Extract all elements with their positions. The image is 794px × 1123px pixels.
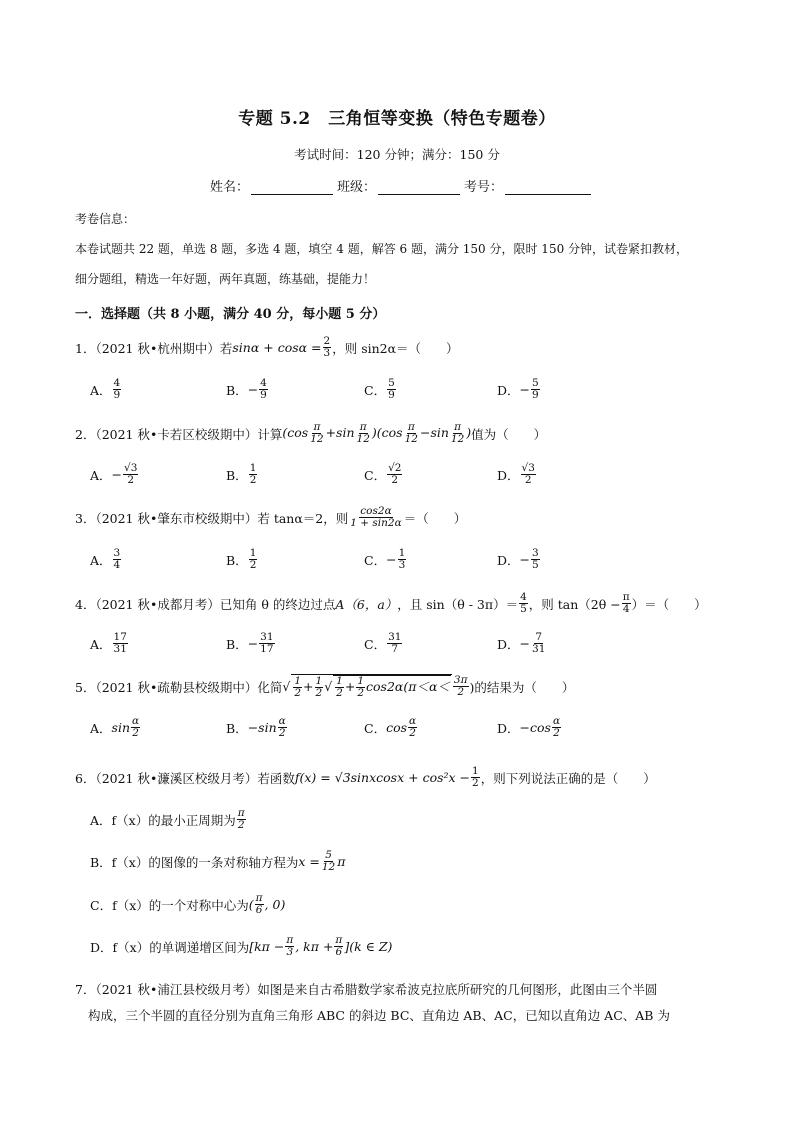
q2-prefix: 2．（2021 秋•卡若区校级期中）计算 <box>75 426 283 442</box>
class-blank[interactable] <box>378 180 460 195</box>
q1-suffix: ，则 sin2α＝（ ） <box>332 340 459 356</box>
q3-option-c[interactable]: C． − $\frac{1}{3}$ <box>364 547 406 571</box>
q3-option-d[interactable]: D． − $\frac{3}{5}$ <box>497 547 539 571</box>
q5-option-a[interactable]: A． sin $\frac{\alpha}{2}$ <box>90 715 140 739</box>
question-2-stem <box>75 422 546 445</box>
q1-option-c[interactable]: C． $\frac{5}{9}$ <box>364 377 395 401</box>
q4-prefix: 4．（2021 秋•成都月考）已知角 θ 的终边过点 <box>75 596 336 612</box>
q1-prefix: 1．（2021 秋•杭州期中）若 <box>75 340 233 356</box>
q3-fraction: $\frac{\cos 2\alpha}{1 + \sin 2\alpha}$ <box>350 505 402 529</box>
question-6-stem <box>75 766 656 789</box>
q1-fraction: $\frac{2}{3}$ <box>323 335 331 359</box>
q2-expr: (cos $\frac{\pi}{12}$ +sin $\frac{\pi}{12}$ )(cos $\frac{\pi}{12}$ −sin $\frac{\pi}{12}$ ) <box>282 421 472 445</box>
q6-fraction: $\frac{1}{2}$ <box>472 765 479 789</box>
question-4-stem <box>75 592 707 615</box>
q4-point: A（6，a） <box>335 596 398 612</box>
question-3-stem <box>75 506 466 529</box>
q4-option-c[interactable]: C． $\frac{31}{7}$ <box>364 631 402 655</box>
class-label: 班级： <box>337 180 377 195</box>
q1-option-a[interactable]: A． $\frac{4}{9}$ <box>90 377 121 401</box>
q6-option-c[interactable]: C．f（x）的一个对称中心为 ( $\frac{\pi}{6}$ , 0) <box>90 892 286 916</box>
q1-expr: sinα + cosα = <box>232 340 322 355</box>
q5-option-d[interactable]: D． −cos $\frac{\alpha}{2}$ <box>497 715 561 739</box>
question-5-stem <box>75 674 574 699</box>
info-line-1: 本卷试题共 22 题，单选 8 题，多选 4 题，填空 4 题，解答 6 题，满分 150 分，限时 150 分钟，试卷紧扣教材， <box>75 242 689 256</box>
q4-mid2: ，则 tan（2θ − <box>528 596 621 612</box>
q6-option-a[interactable]: A．f（x）的最小正周期为 $\frac{\pi}{2}$ <box>90 807 245 831</box>
q2-option-d[interactable]: D． $\frac{√3}{2}$ <box>497 462 535 486</box>
q3-suffix: ＝（ ） <box>403 510 467 526</box>
q6-option-b[interactable]: B．f（x）的图像的一条对称轴方程为 x = $\frac{5}{12}$ π <box>90 849 346 873</box>
question-7-line-2: 构成，三个半圆的直径分别为直角三角形 ABC 的斜边 BC、直角边 AB、AC，已知以直角边 AC、AB 为 <box>88 1008 670 1023</box>
question-7-line-1: 7．（2021 秋•浦江县校级月考）如图是来自古希腊数学家希波克拉底所研究的几何图形，此图由三个半圆 <box>75 982 658 997</box>
q5-option-b[interactable]: B． −sin $\frac{\alpha}{2}$ <box>226 715 286 739</box>
name-blank[interactable] <box>251 180 333 195</box>
id-label: 考号： <box>464 180 504 195</box>
id-blank[interactable] <box>505 180 591 195</box>
q5-suffix: )的结果为（ ） <box>469 679 575 695</box>
q1-option-b[interactable]: B． − $\frac{4}{9}$ <box>226 377 267 401</box>
q3-prefix: 3．（2021 秋•肇东市校级期中）若 tanα＝2，则 <box>75 510 349 526</box>
q4-option-d[interactable]: D． − $\frac{7}{31}$ <box>497 631 546 655</box>
q4-option-a[interactable]: A． $\frac{17}{31}$ <box>90 631 127 655</box>
info-line-2: 细分题组，精选一年好题，两年真题，练基础，提能力！ <box>75 272 376 286</box>
q6-expr: f(x) = √3sinxcosx + cos²x − <box>294 770 471 785</box>
q3-option-a[interactable]: A． $\frac{3}{4}$ <box>90 547 121 571</box>
q4-suffix: ）＝（ ） <box>631 596 707 612</box>
q4-fraction: $\frac{4}{5}$ <box>520 591 527 615</box>
q4-mid: ，且 sin（θ - 3π）＝ <box>397 596 519 612</box>
q2-suffix: 值为（ ） <box>471 426 547 442</box>
q5-prefix: 5．（2021 秋•疏勒县校级期中）化简 <box>75 679 283 695</box>
q5-bound-fraction: $\frac{3\pi}{2}$ <box>453 674 468 698</box>
q2-option-a[interactable]: A． − $\frac{√3}{2}$ <box>90 462 138 486</box>
q3-option-b[interactable]: B． $\frac{1}{2}$ <box>226 547 257 571</box>
name-label: 姓名： <box>210 180 250 195</box>
q4-option-b[interactable]: B． − $\frac{31}{17}$ <box>226 631 274 655</box>
q2-option-b[interactable]: B． $\frac{1}{2}$ <box>226 462 257 486</box>
page-title: 专题 5.2 三角恒等变换（特色专题卷） <box>238 109 556 129</box>
q1-option-d[interactable]: D． − $\frac{5}{9}$ <box>497 377 539 401</box>
q6-option-d[interactable]: D．f（x）的单调递增区间为 [kπ − $\frac{\pi}{3}$ , kπ + $\frac{\pi}{6}$ ](k ∈ Z) <box>90 934 393 958</box>
exam-time-info: 考试时间：120 分钟；满分：150 分 <box>294 147 500 162</box>
q5-radical: √ $\frac{1}{2}$ + $\frac{1}{2}$ √ $\frac{1}{2}$ + $\frac{1}{2}$ cos2α(π＜α＜ <box>282 675 450 699</box>
student-info-fields <box>210 176 595 195</box>
info-heading: 考卷信息： <box>75 212 136 226</box>
q6-prefix: 6．（2021 秋•濂溪区校级月考）若函数 <box>75 770 295 786</box>
q5-option-c[interactable]: C． cos $\frac{\alpha}{2}$ <box>364 715 417 739</box>
question-1-stem <box>75 336 459 359</box>
section-heading: 一．选择题（共 8 小题，满分 40 分，每小题 5 分） <box>75 307 386 322</box>
q4-fraction-2: $\frac{\pi}{4}$ <box>622 591 630 615</box>
q2-option-c[interactable]: C． $\frac{√2}{2}$ <box>364 462 402 486</box>
q6-suffix: ，则下列说法正确的是（ ） <box>480 770 656 786</box>
